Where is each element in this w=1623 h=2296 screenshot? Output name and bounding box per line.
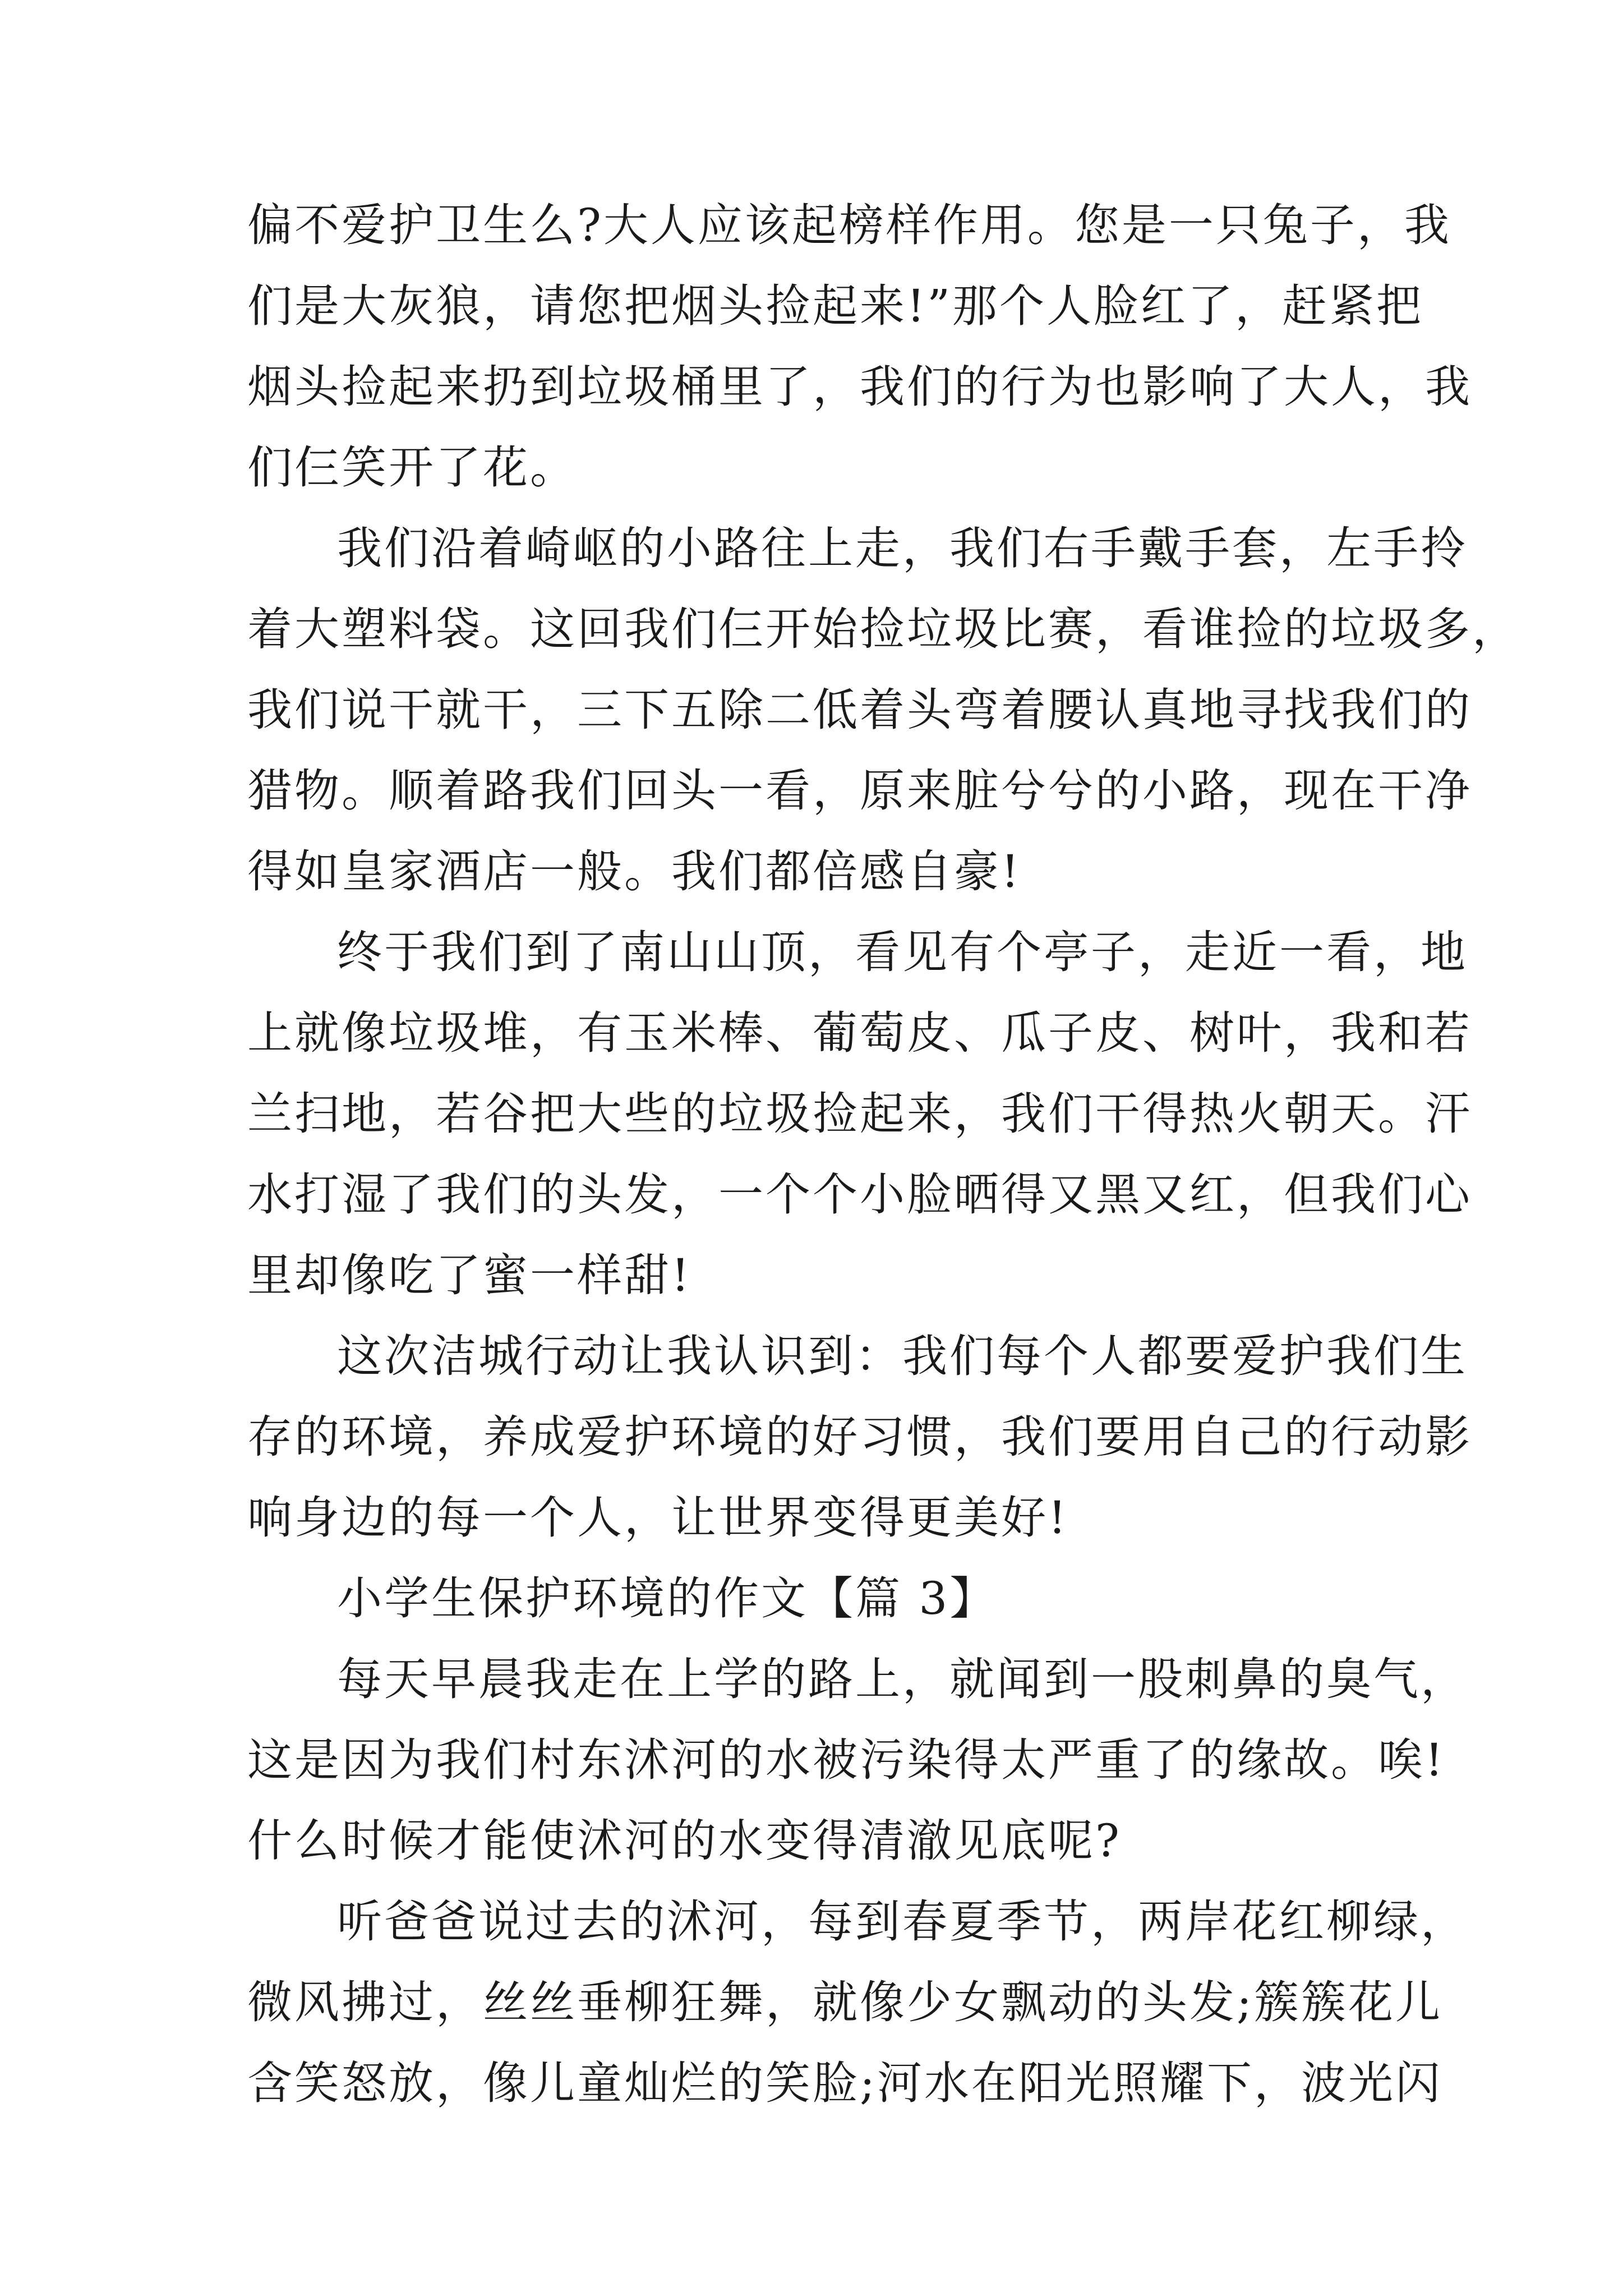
- text-line: 着大塑料袋。这回我们仨开始捡垃圾比赛，看谁捡的垃圾多，: [247, 603, 1519, 655]
- text-line: 们仨笑开了花。: [247, 441, 577, 494]
- paragraph-start-line: 我们沿着崎岖的小路往上走，我们右手戴手套，左手拎: [337, 522, 1468, 574]
- text-line: 什么时候才能使沭河的水变得清澈见底呢?: [247, 1815, 1122, 1867]
- paragraph-start-line: 终于我们到了南山山顶，看见有个亭子，走近一看，地: [337, 926, 1468, 978]
- text-line: 上就像垃圾堆，有玉米棒、葡萄皮、瓜子皮、树叶，我和若: [247, 1007, 1472, 1059]
- paragraph-start-line: 听爸爸说过去的沭河，每到春夏季节，两岸花红柳绿，: [337, 1895, 1468, 1948]
- text-line: 里却像吃了蜜一样甜!: [247, 1249, 692, 1301]
- text-line: 们是大灰狼，请您把烟头捡起来!”那个人脸红了，赶紧把: [247, 280, 1424, 332]
- document-body: [247, 185, 1519, 2124]
- text-line: 猎物。顺着路我们回头一看，原来脏兮兮的小路，现在干净: [247, 765, 1472, 817]
- text-line: 响身边的每一个人，让世界变得更美好!: [247, 1492, 1069, 1544]
- text-line: 我们说干就干，三下五除二低着头弯着腰认真地寻找我们的: [247, 684, 1472, 736]
- section-heading: 小学生保护环境的作文【篇 3】: [337, 1572, 997, 1625]
- text-line: 烟头捡起来扔到垃圾桶里了，我们的行为也影响了大人，我: [247, 361, 1472, 413]
- text-line: 存的环境，养成爱护环境的好习惯，我们要用自己的行动影: [247, 1411, 1472, 1463]
- text-line: 兰扫地，若谷把大些的垃圾捡起来，我们干得热火朝天。汗: [247, 1088, 1472, 1140]
- text-line: 微风拂过，丝丝垂柳狂舞，就像少女飘动的头发;簇簇花儿: [247, 1976, 1442, 2028]
- text-line: 水打湿了我们的头发，一个个小脸晒得又黑又红，但我们心: [247, 1168, 1472, 1221]
- text-line: 这是因为我们村东沭河的水被污染得太严重了的缘故。唉!: [247, 1734, 1446, 1786]
- text-line: 偏不爱护卫生么?大人应该起榜样作用。您是一只兔子，我: [247, 199, 1451, 251]
- text-line: 含笑怒放，像儿童灿烂的笑脸;河水在阳光照耀下，波光闪: [247, 2057, 1442, 2109]
- paragraph-start-line: 这次洁城行动让我认识到：我们每个人都要爱护我们生: [337, 1330, 1468, 1382]
- text-line: 得如皇家酒店一般。我们都倍感自豪!: [247, 845, 1022, 898]
- paragraph-start-line: 每天早晨我走在上学的路上，就闻到一股刺鼻的臭气，: [337, 1653, 1468, 1705]
